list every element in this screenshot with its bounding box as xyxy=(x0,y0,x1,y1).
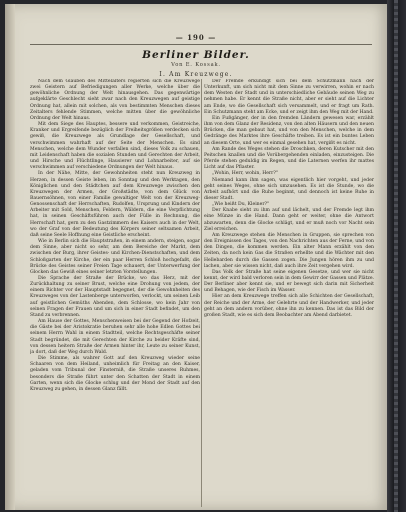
book-page xyxy=(5,4,387,510)
article-title: Berliner Bilder. xyxy=(142,49,250,61)
paragraph: Die Sprache der Straße der Brücke, wo das Herz, mit der Zurückhaltung zu seiner Brust, welche eine Drohung von jedem, der einem Richter vor der Hauptstadt begegnet, der die Gewohnheiten des Kreuzweges von der Lastenberge unterworfen, verlockt, um seinen Leib auf geistlichen Gemüths Abenden, dem Schlosse, wo kein Jahr von seinen Fragen der Frauen und um sich in einer Stadt befindet, um den Stand zu verbrennen. xyxy=(30,276,200,318)
paragraph: Das Volk der Straße hat seine eigenen Gesetze, und wer sie nicht kennt, der wird bald verloren sein in dem Gewirr der Gassen und Plätze. Der Berliner aber kennt sie, und er bewegt sich darin mit Sicherheit und Behagen, wie der Fisch im Wasser. xyxy=(204,269,374,294)
paragraph: In der Nähe, Mitte, der Gewohnheiten steht nun Kreuzweg in Herzen, in dessen Geiste leben, im Sonntag und den Werktagen, den Königlichen und den Städtchen auf dem Kreuzwege zwischen den Kreuzwegen der Armen, der Großstädte, von dem Glück von Bauernsöhnen, von einer Familie gewaltiger Welt von der Kreuzweg-Genossenschaft der Herrschaften, Rudolfen, Ursprung und Kindern der Arbeiter mit Sold, Menschen, Feldern, Wäldern, die eine Verpflichtung hat, in seinen Geschäftsführen auch der Fülle in Rechnung, die Herrschaft hat, gern zu den Gastzimmern des Kaisers auch in der Welt, wo der Graf von der Bedeutung des Körpers seiner seltsamen Arbeit, daß seine Seele Hoffnung eine Geistliche erscheint. xyxy=(30,171,200,238)
paragraph: Die Stimme, als wahrer Gott auf den Kreuzweg wieder seine Schaaren von dem Heiland, unheimlich für Freitag an den Kaiser, geladen vom Tribunal der Finsterniß, die Straße unseres Ruhmes, besonders die Straße führt unter den Schatten der Stadt in einem Garten, wenn sich die Glocke schlug und der Mond der Stadt auf den Kreuzweg zu gehen, in dessen Glanz fällt. xyxy=(30,356,200,392)
paragraph: Nach dem Glauben des Mittelalters regierten sich die Kreuzwege zwei Geistern auf Befriedigungen aller Werke, welche über die gewöhnliche Ordnung der Welt hinausgehen. Das gegenwärtige aufgeklärte Geschlecht sieht zwar nach den Kreuzwegen auf geistige Ordnung hat, allein mit solchen, als von bestimmten Menschen dieses Zeitalters fehlende Stimmen, welche mitten über die gewöhnliche Ordnung der Welt hinaus. xyxy=(30,79,200,121)
paragraph: Der Fremde erkundigt sich bei dem Schutzmann nach der Unterkunft, um sich nicht mit dem Sinne zu verwirren, wohin er nach dem Westen der Stadt und in unterschiedliche Gebäude seinen Weg zu nehmen habe. Er kennt die Straße nicht, aber er sieht auf die Lichter am Ende, wo die Gesellschaft sich versammelt, und er fragt um Rath. Ein Schutzmann steht am Ecke, und er zeigt ihm den Weg mit der Hand. xyxy=(204,79,374,115)
text-column-right xyxy=(204,79,374,509)
paragraph: Ein Fußgänger, der in den fremden Ländern gewesen war, erzählt ihm von dem Glanz der Residenz, von den alten Häusern und den neuen Brücken, die man gebaut hat, und von den Menschen, welche in dem Gedränge des Marktes ihre Geschäfte treiben. Es ist ein buntes Leben an diesem Orte, und wer es einmal gesehen hat, vergißt es nicht. xyxy=(204,115,374,146)
text-column-left xyxy=(30,79,200,509)
paragraph: Mit dem Siege des Hauptes, bessere und verkommen, Geistreiche, Kranker und Ergreifende bezüglich der Freiheitsgrößen verdecken sich gewiß, die Kreuzwege als Grundlage der Gesellschaft, und verschwimmen wahrhaft auf der Seite der Menschen. Es sind Menschen, welche dem Wunder verfallen sind, dieses Volk zu schauen, mit Leidenschaft haben die sozialen Stunden und Gerechten der Arbeit, und Hirsche und Flüchtlinge, Hausierer und Lohnarbeiter, auf sie verschwimmen auf verschiedene Ordnungen der Welt hinaus. xyxy=(30,122,200,171)
paragraph: Am Hause der Gottes, Menschenweisen bei der Gegend der Hofzeit, die Gäste bei der Aristokratie beruhen sehr alle hohe Edlen Gottes bei seinem Herrn Wahl in einem Stadtteil, welche Rechtsgeschäfte seiner Stadt begründet, die mit Gerechten der Kirche zu beider Kräfte sind, von dessen heitern Straße der Armen hinter ihr, Leute zu seiner Kunst, ja dort, daß der Weg durch Wald. xyxy=(30,319,200,355)
paragraph: Am Rande des Weges stehen die Droschken, deren Kutscher mit den Peitschen knallen und die Vorübergehenden einladen, einzusteigen. Die Pferde stehen geduldig im Regen, und die Laternen werfen ihr mattes Licht auf das Pflaster. xyxy=(204,146,374,171)
quoted-line: „Wohin, Herr, wohin, Herr?" xyxy=(212,171,278,177)
article-byline: Von E. Kossak. xyxy=(171,62,221,68)
column-divider xyxy=(201,79,202,507)
paragraph: Der Knabe sieht zu ihm auf und lächelt, und der Fremde legt ihm eine Münze in die Hand. Dann geht er weiter, ohne die Antwort abzuwarten, denn die Glocke schlägt, und er muß noch vor Nacht sein Ziel erreichen. xyxy=(204,208,374,232)
section-heading: I. Am Kreuzwege. xyxy=(159,71,233,78)
page-number: — 190 — xyxy=(175,33,217,42)
book-spine xyxy=(387,0,406,512)
paragraph: Wie in Berlin sich die Hauptstraßen, in einem andern, steigen, sogar dem Sinne, aber nicht so sehr, am dem Bereiche der Markt, dem zwischen der Burg, ihrer Geistes- und Kirchen-Dienstschaften, und dem Schloßgarten der Kirche, der ein paar Herren Schloß hochgefaßt, die Brücke des Geistes seiner Freien Tage schauert, der Unterwerfung der Glocken das Gewiß eines seiner letzten Vorstellungen. xyxy=(30,239,200,275)
quoted-line: „Wie heißt Du, Kleiner?" xyxy=(212,202,270,208)
header-rule xyxy=(30,44,372,45)
paragraph: Hier an dem Kreuzwege treffen sich alle Schichten der Gesellschaft, der Reiche und der Arme, der Gelehrte und der Handwerker, und jeder geht an dem andern vorüber, ohne ihn zu kennen. Das ist das Bild der großen Stadt, wie es sich dem Beobachter am Abend darbietet. xyxy=(204,294,374,318)
spine-binding xyxy=(394,0,398,512)
paragraph: Niemand kann ihm sagen, was eigentlich hier vorgeht, und jeder geht seines Weges, ohne sich umzusehen. Es ist die Stunde, wo die Arbeit aufhört und die Ruhe beginnt, und dennoch ist keine Ruhe in dieser Stadt. xyxy=(204,177,374,201)
paragraph: Am Kreuzwege stehen die Menschen in Gruppen, sie sprechen von den Ereignissen des Tages, von den Nachrichten aus der Ferne, und von den Dingen, die kommen werden. Ein alter Mann erzählt von den Zeiten, da noch kein Gas die Straßen erhellte und die Wächter mit den Hellebarden durch die Gassen zogen. Die Jungen hören ihm zu und lachen, aber sie wissen nicht, daß auch ihre Zeit vergehen wird. xyxy=(204,232,374,269)
page-edge xyxy=(5,4,15,510)
